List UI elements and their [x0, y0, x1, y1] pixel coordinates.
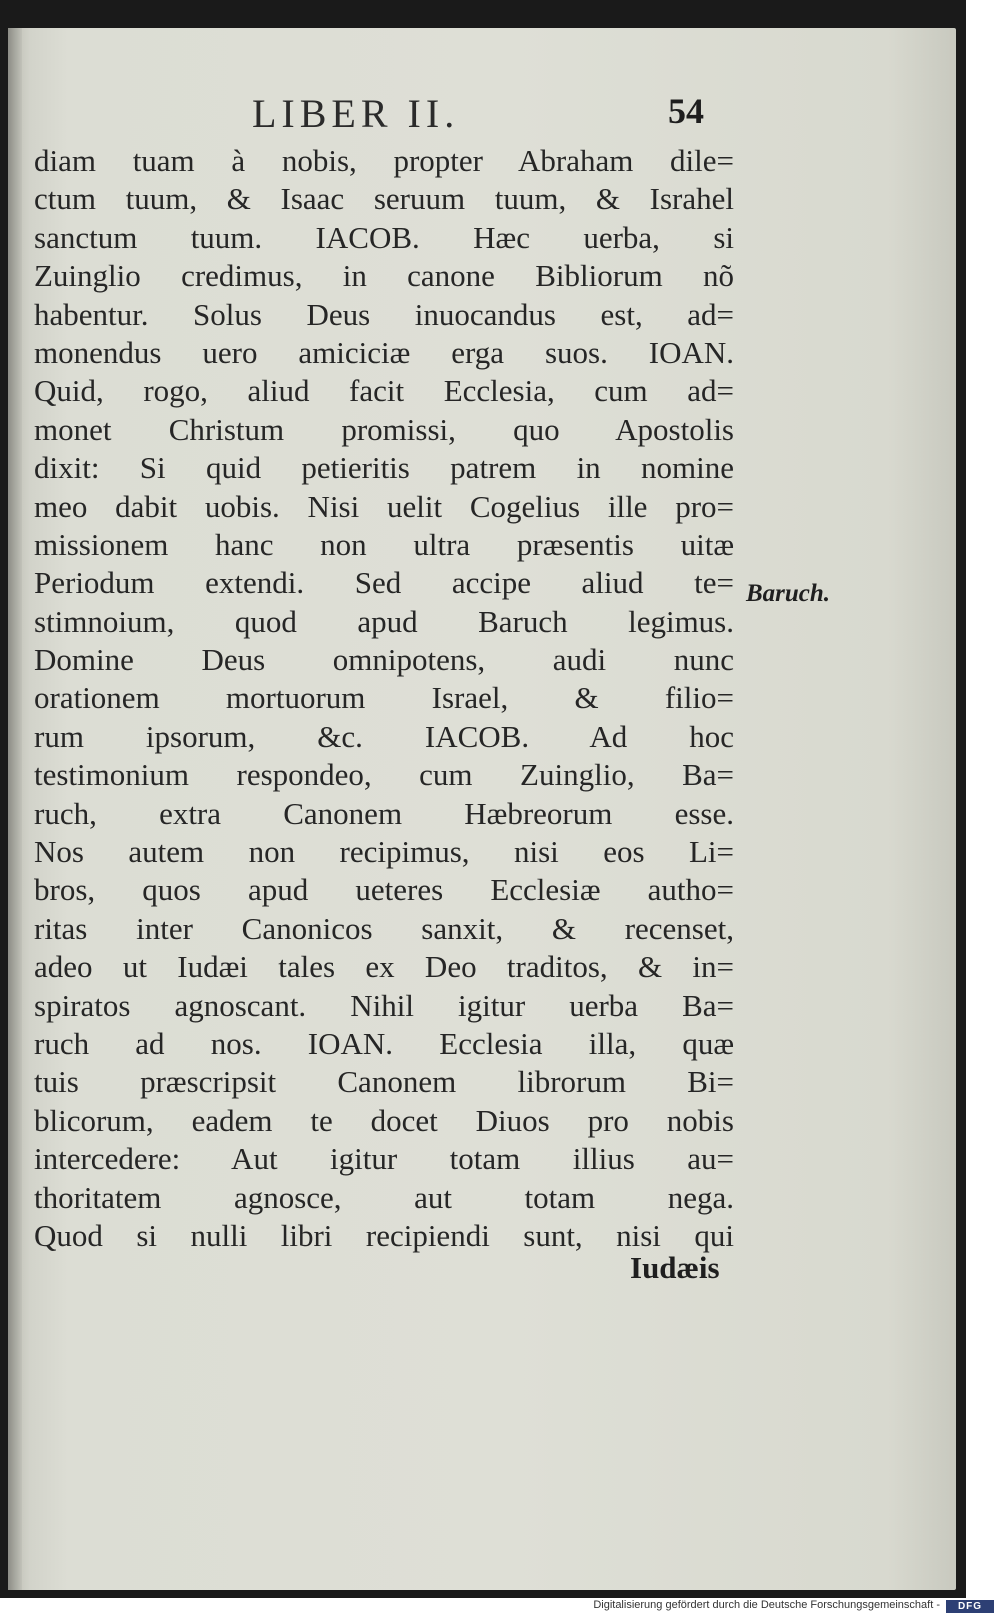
catchword: Iudæis — [630, 1250, 720, 1285]
text-line: adeo ut Iudæi tales ex Deo traditos, & in= — [34, 949, 734, 985]
text-line: ctum tuum, & Isaac seruum tuum, & Israhel — [34, 181, 734, 217]
text-line: Quid, rogo, aliud facit Ecclesia, cum ad= — [34, 373, 734, 409]
page-number: 54 — [668, 91, 704, 131]
text-line: spiratos agnoscant. Nihil igitur uerba Ba= — [34, 987, 734, 1023]
text-line: orationem mortuorum Israel, & filio= — [34, 680, 734, 716]
text-line: meo dabit uobis. Nisi uelit Cogelius ille pro= — [34, 488, 734, 524]
dfg-logo: DFG — [946, 1600, 994, 1613]
text-line: Zuinglio credimus, in canone Bibliorum nõ — [34, 258, 734, 294]
digitization-footer — [0, 1598, 1000, 1615]
text-line: missionem hanc non ultra præsentis uitæ — [34, 526, 734, 562]
text-line: stimnoium, quod apud Baruch legimus. — [34, 603, 734, 639]
text-line: ruch ad nos. IOAN. Ecclesia illa, quæ — [34, 1025, 734, 1061]
text-line: monendus uero amiciciæ erga suos. IOAN. — [34, 334, 734, 370]
text-line: ruch, extra Canonem Hæbreorum esse. — [34, 795, 734, 831]
text-line: habentur. Solus Deus inuocandus est, ad= — [34, 296, 734, 332]
footer-credit: Digitalisierung gefördert durch die Deutsche Forschungsgemeinschaft - — [593, 1599, 940, 1611]
text-line: tuis præscripsit Canonem librorum Bi= — [34, 1064, 734, 1100]
page-gutter — [8, 28, 22, 1590]
text-line: Domine Deus omnipotens, audi nunc — [34, 642, 734, 678]
page-header — [0, 90, 1000, 140]
text-line: Periodum extendi. Sed accipe aliud te= — [34, 565, 734, 601]
text-line: monet Christum promissi, quo Apostolis — [34, 411, 734, 447]
text-line: sanctum tuum. IACOB. Hæc uerba, si — [34, 219, 734, 255]
text-line: Nos autem non recipimus, nisi eos Li= — [34, 834, 734, 870]
text-line: diam tuam à nobis, propter Abraham dile= — [34, 143, 734, 178]
text-line: blicorum, eadem te docet Diuos pro nobis — [34, 1102, 734, 1138]
marginal-note: Baruch. — [746, 580, 831, 607]
text-line: bros, quos apud ueteres Ecclesiæ autho= — [34, 872, 734, 908]
text-line: Quod si nulli libri recipiendi sunt, nisi qui — [34, 1217, 734, 1253]
text-line: thoritatem agnosce, aut totam nega. — [34, 1179, 734, 1215]
text-line: intercedere: Aut igitur totam illius au= — [34, 1141, 734, 1177]
text-line: rum ipsorum, &c. IACOB. Ad hoc — [34, 718, 734, 754]
text-line: testimonium respondeo, cum Zuinglio, Ba= — [34, 757, 734, 793]
body-text — [34, 142, 734, 1255]
text-line: dixit: Si quid petieritis patrem in nomine — [34, 450, 734, 486]
text-line: ritas inter Canonicos sanxit, & recenset, — [34, 910, 734, 946]
running-head: LIBER II. — [252, 91, 460, 136]
